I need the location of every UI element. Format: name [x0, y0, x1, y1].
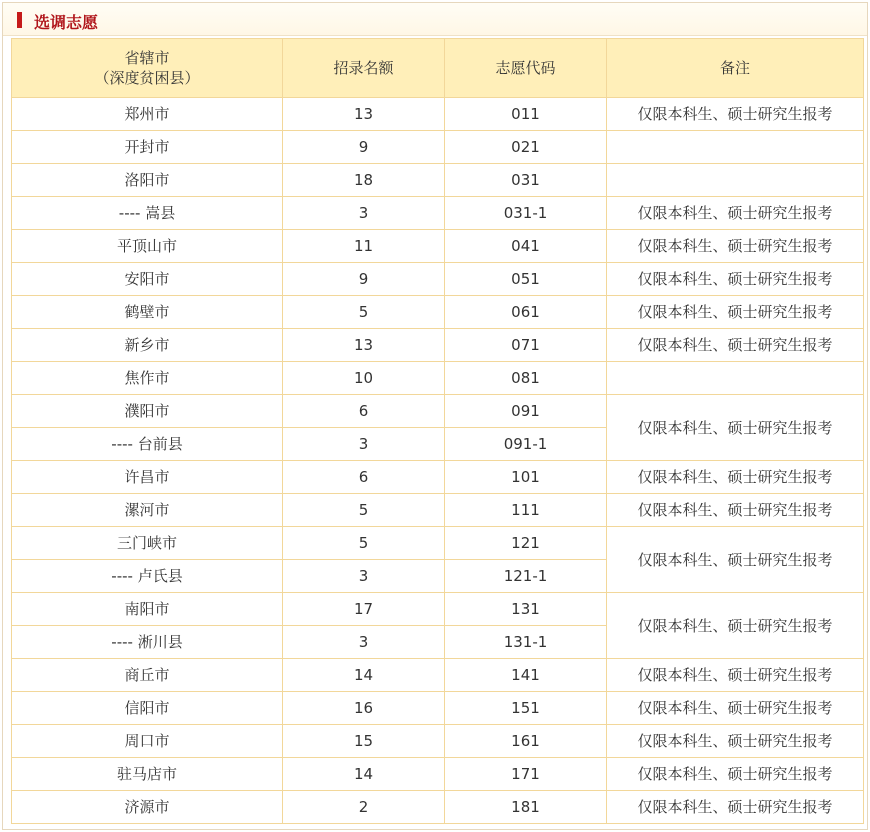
cell-city: 驻马店市 — [12, 758, 283, 791]
cell-code: 121 — [445, 527, 607, 560]
panel-header — [3, 3, 867, 36]
cell-city: 三门峡市 — [12, 527, 283, 560]
cell-code: 111 — [445, 494, 607, 527]
cell-quota: 16 — [283, 692, 445, 725]
table-row — [12, 758, 864, 791]
cell-city: ---- 卢氏县 — [12, 560, 283, 593]
cell-code: 121-1 — [445, 560, 607, 593]
cell-code: 161 — [445, 725, 607, 758]
cell-note: 仅限本科生、硕士研究生报考 — [607, 692, 864, 725]
cell-note: 仅限本科生、硕士研究生报考 — [607, 593, 864, 659]
cell-city: 新乡市 — [12, 329, 283, 362]
cell-city: ---- 淅川县 — [12, 626, 283, 659]
title-marker-icon — [17, 12, 22, 28]
cell-note — [607, 164, 864, 197]
table-row — [12, 494, 864, 527]
cell-quota: 13 — [283, 98, 445, 131]
cell-city: 许昌市 — [12, 461, 283, 494]
cell-note: 仅限本科生、硕士研究生报考 — [607, 329, 864, 362]
cell-code: 091 — [445, 395, 607, 428]
cell-code: 171 — [445, 758, 607, 791]
cell-note: 仅限本科生、硕士研究生报考 — [607, 659, 864, 692]
cell-code: 071 — [445, 329, 607, 362]
cell-code: 061 — [445, 296, 607, 329]
table-row — [12, 395, 864, 428]
cell-quota: 17 — [283, 593, 445, 626]
cell-city: 鹤壁市 — [12, 296, 283, 329]
table-header-row — [12, 39, 864, 98]
panel-title: 选调志愿 — [34, 13, 99, 32]
cell-code: 021 — [445, 131, 607, 164]
cell-city: 开封市 — [12, 131, 283, 164]
cell-city: 信阳市 — [12, 692, 283, 725]
table-row — [12, 461, 864, 494]
table-row — [12, 131, 864, 164]
cell-quota: 18 — [283, 164, 445, 197]
cell-city: 南阳市 — [12, 593, 283, 626]
cell-quota: 3 — [283, 428, 445, 461]
cell-note: 仅限本科生、硕士研究生报考 — [607, 98, 864, 131]
cell-code: 101 — [445, 461, 607, 494]
cell-quota: 5 — [283, 296, 445, 329]
cell-quota: 5 — [283, 494, 445, 527]
table-row — [12, 791, 864, 824]
table-row — [12, 692, 864, 725]
cell-quota: 3 — [283, 626, 445, 659]
cell-code: 131-1 — [445, 626, 607, 659]
cell-note — [607, 131, 864, 164]
cell-code: 131 — [445, 593, 607, 626]
cell-note: 仅限本科生、硕士研究生报考 — [607, 527, 864, 593]
cell-city: 焦作市 — [12, 362, 283, 395]
cell-quota: 5 — [283, 527, 445, 560]
table-row — [12, 725, 864, 758]
cell-city: ---- 台前县 — [12, 428, 283, 461]
table-row — [12, 98, 864, 131]
cell-quota: 11 — [283, 230, 445, 263]
cell-quota: 10 — [283, 362, 445, 395]
volunteer-table — [11, 38, 864, 824]
table-row — [12, 593, 864, 626]
cell-note: 仅限本科生、硕士研究生报考 — [607, 197, 864, 230]
table-row — [12, 659, 864, 692]
cell-quota: 15 — [283, 725, 445, 758]
cell-note: 仅限本科生、硕士研究生报考 — [607, 461, 864, 494]
cell-quota: 13 — [283, 329, 445, 362]
header-city — [12, 39, 283, 98]
cell-note: 仅限本科生、硕士研究生报考 — [607, 791, 864, 824]
volunteer-panel — [2, 2, 868, 830]
cell-code: 031 — [445, 164, 607, 197]
cell-code: 141 — [445, 659, 607, 692]
header-quota: 招录名额 — [283, 39, 445, 98]
cell-quota: 14 — [283, 758, 445, 791]
cell-note: 仅限本科生、硕士研究生报考 — [607, 494, 864, 527]
table-row — [12, 527, 864, 560]
cell-note: 仅限本科生、硕士研究生报考 — [607, 725, 864, 758]
table-row — [12, 230, 864, 263]
cell-city: 平顶山市 — [12, 230, 283, 263]
cell-note: 仅限本科生、硕士研究生报考 — [607, 263, 864, 296]
cell-code: 091-1 — [445, 428, 607, 461]
cell-city: 濮阳市 — [12, 395, 283, 428]
cell-code: 151 — [445, 692, 607, 725]
cell-quota: 14 — [283, 659, 445, 692]
cell-quota: 3 — [283, 197, 445, 230]
cell-quota: 9 — [283, 131, 445, 164]
header-note: 备注 — [607, 39, 864, 98]
table-row — [12, 263, 864, 296]
table-row — [12, 329, 864, 362]
cell-quota: 2 — [283, 791, 445, 824]
table-row — [12, 362, 864, 395]
cell-city: ---- 嵩县 — [12, 197, 283, 230]
cell-note: 仅限本科生、硕士研究生报考 — [607, 230, 864, 263]
table-row — [12, 197, 864, 230]
cell-code: 181 — [445, 791, 607, 824]
cell-quota: 6 — [283, 461, 445, 494]
cell-note: 仅限本科生、硕士研究生报考 — [607, 395, 864, 461]
header-city-line1: 省辖市 — [124, 49, 170, 67]
cell-city: 安阳市 — [12, 263, 283, 296]
table-row — [12, 164, 864, 197]
cell-code: 081 — [445, 362, 607, 395]
cell-quota: 6 — [283, 395, 445, 428]
cell-city: 济源市 — [12, 791, 283, 824]
header-city-line2: （深度贫困县） — [94, 69, 200, 87]
cell-city: 郑州市 — [12, 98, 283, 131]
cell-note: 仅限本科生、硕士研究生报考 — [607, 296, 864, 329]
cell-code: 031-1 — [445, 197, 607, 230]
cell-code: 051 — [445, 263, 607, 296]
cell-note — [607, 362, 864, 395]
cell-city: 周口市 — [12, 725, 283, 758]
cell-city: 漯河市 — [12, 494, 283, 527]
cell-code: 011 — [445, 98, 607, 131]
cell-city: 商丘市 — [12, 659, 283, 692]
table-row — [12, 296, 864, 329]
cell-quota: 9 — [283, 263, 445, 296]
cell-quota: 3 — [283, 560, 445, 593]
cell-code: 041 — [445, 230, 607, 263]
header-code: 志愿代码 — [445, 39, 607, 98]
cell-city: 洛阳市 — [12, 164, 283, 197]
cell-note: 仅限本科生、硕士研究生报考 — [607, 758, 864, 791]
